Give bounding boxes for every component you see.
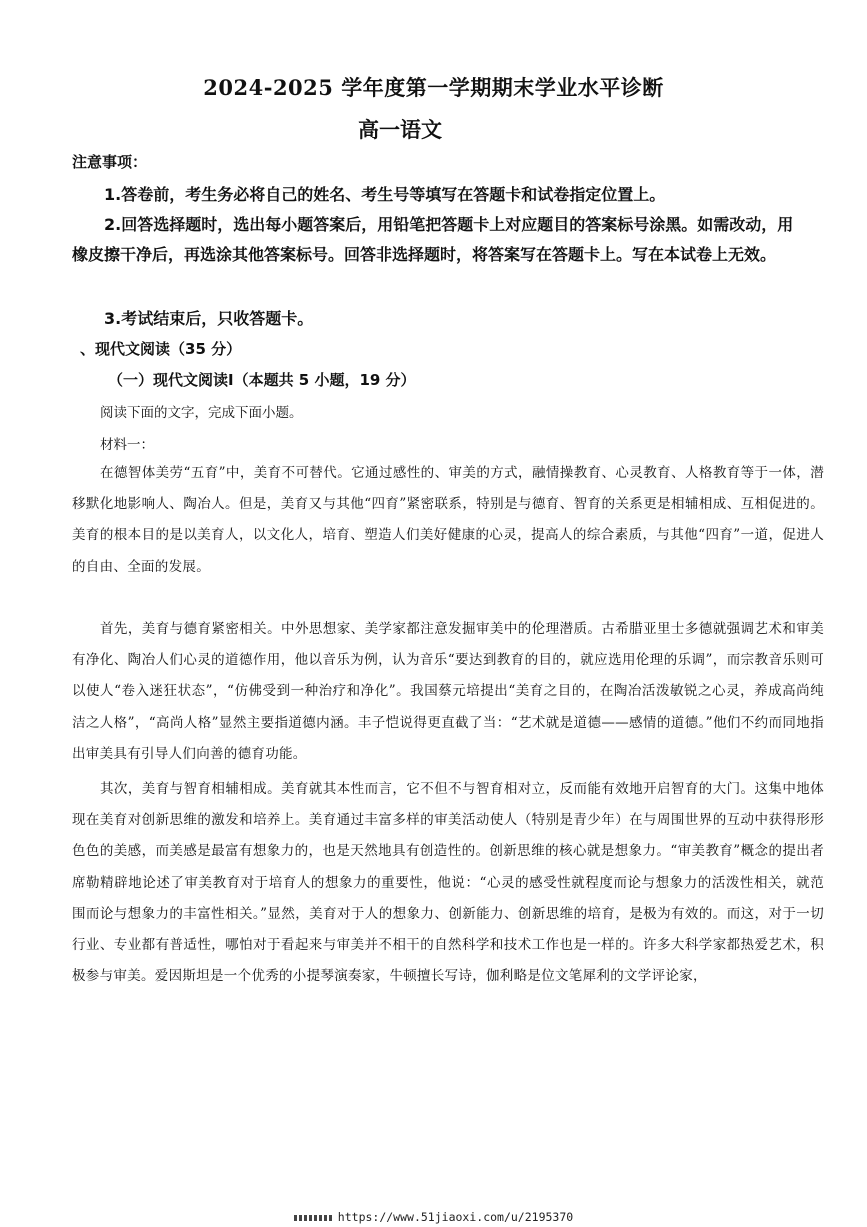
section-heading: 、现代文阅读（35 分）	[80, 340, 242, 358]
exam-subject: 高一语文	[358, 117, 442, 142]
paragraph-3: 其次，美育与智育相辅相成。美育就其本性而言，它不但不与智育相对立，反而能有效地开启智育的大门。这集中地体现在美育对创新思维的激发和培养上。美育通过丰富多样的审美活动使人（特别是青少年）在与周围世界的互动中获得形形色色的美感，而美感是最富有想象力的，也是天然地具有创造性的。创新思维的核心就是想象力。“审美教育”概念的提出者席勒精辟地论述了审美教育对于培育人的想象力的重要性，他说：“心灵的感受性就程度而论与想象力的活泼性相关，就范围而论与想象力的丰富性相关。”显然，美育对于人的想象力、创新能力、创新思维的培育，是极为有效的。而这，对于一切行业、专业都有普适性，哪怕对于看起来与审美并不相干的自然科学和技术工作也是一样的。许多大科学家都热爱艺术，积极参与审美。爱因斯坦是一个优秀的小提琴演奏家，牛顿擅长写诗，伽利略是位文笔犀利的文学评论家，	[72, 781, 824, 985]
reading-instruction: 阅读下面的文字，完成下面小题。	[100, 405, 303, 421]
notice-item-2: 2.回答选择题时，选出每小题答案后，用铅笔把答题卡上对应题目的答案标号涂黑。如需改动，用橡皮擦干净后，再选涂其他答案标号。回答非选择题时，将答案写在答题卡上。写在本试卷上无效。	[72, 215, 794, 264]
notice-item-3: 3.考试结束后，只收答题卡。	[104, 309, 314, 328]
exam-title: 2024-2025 学年度第一学期期末学业水平诊断	[203, 75, 664, 100]
paragraph-2: 首先，美育与德育紧密相关。中外思想家、美学家都注意发掘审美中的伦理潜质。古希腊亚里士多德就强调艺术和审美有净化、陶冶人们心灵的道德作用，他以音乐为例，认为音乐“要达到教育的目的，就应选用伦理的乐调”，而宗教音乐则可以使人“卷入迷狂状态”，“仿佛受到一种治疗和净化”。我国蔡元培提出“美育之目的，在陶冶活泼敏锐之心灵，养成高尚纯洁之人格”，“高尚人格”显然主要指道德内涵。丰子恺说得更直截了当：“艺术就是道德——感情的道德。”他们不约而同地指出审美具有引导人们向善的德育功能。	[72, 621, 824, 762]
subsection-heading: （一）现代文阅读Ⅰ（本题共 5 小题，19 分）	[108, 371, 416, 389]
site-logo-icon	[294, 1215, 332, 1221]
notice-item-1: 1.答卷前，考生务必将自己的姓名、考生号等填写在答题卡和试卷指定位置上。	[104, 185, 666, 204]
material-label: 材料一：	[100, 437, 154, 453]
page-footer	[0, 1210, 867, 1224]
footer-link[interactable]: https://www.51jiaoxi.com/u/2195370	[337, 1210, 574, 1224]
paragraph-1: 在德智体美劳“五育”中，美育不可替代。它通过感性的、审美的方式，融情操教育、心灵教育、人格教育等于一体，潜移默化地影响人、陶冶人。但是，美育又与其他“四育”紧密联系，特别是与德育、智育的关系更是相辅相成、互相促进的。美育的根本目的是以美育人，以文化人，培育、塑造人们美好健康的心灵，提高人的综合素质，与其他“四育”一道，促进人的自由、全面的发展。	[72, 465, 824, 575]
notice-heading: 注意事项：	[72, 153, 148, 171]
